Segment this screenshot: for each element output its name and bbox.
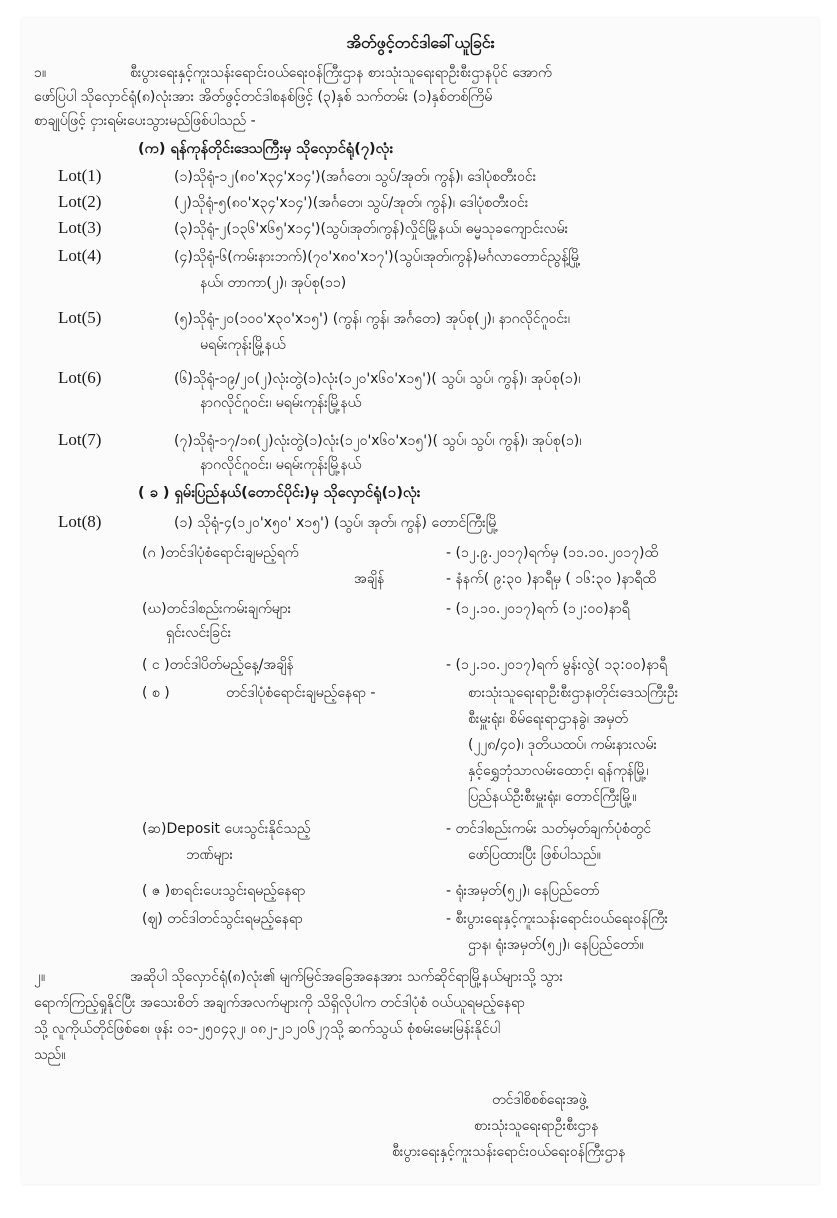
lot-label: Lot(8) — [58, 512, 102, 531]
para2-line4: သည်။ — [34, 1047, 66, 1063]
detail-label-submission: (ဈ) တင်ဒါတင်သွင်းရမည့်နေရာ — [142, 911, 303, 927]
lot-label: Lot(6) — [58, 368, 102, 387]
detail-value-sale-place: ပြည်နယ်ဦးစီးမှူးရုံး၊ တောင်ကြီးမြို့။ — [468, 789, 637, 805]
detail-value-time: - နံနက်( ၉:၃၀ )နာရီမှ ( ၁၆:၃၀ )နာရီထိ — [446, 571, 656, 587]
lot-description-cont: နာဂလိုင်ဂူဝင်း၊ မရမ်းကုန်းမြို့နယ် — [200, 395, 362, 411]
lot-description: (၃)သိုရုံ-၂(၁၃၆'x၆၅'x၁၄')(သွပ်၊အုတ်၊ကွန်)လှိုင်မြို့နယ်၊ ဓမ္မသုခကျောင်းလမ်း — [174, 221, 569, 237]
para1-number: ၁။ — [34, 65, 47, 81]
lot-description: (၆)သိုရုံ-၁၉/၂၀(၂)လုံးတွဲ(၁)လုံး(၁၂၀'x၆၀'x၁၅')( သွပ်၊ သွပ်၊ ကွန်)၊ အုပ်စု(၁)၊ — [174, 371, 581, 387]
detail-value-deposit: - တင်ဒါစည်းကမ်း သတ်မှတ်ချက်ပုံစံတွင် — [446, 821, 652, 837]
lot-label: Lot(2) — [58, 192, 102, 211]
detail-value-sale-place: စားသုံးသူရေးရာဦးစီးဌာန၊တိုင်းဒေသကြီးဦး — [468, 685, 679, 701]
signature-committee: တင်ဒါစိစစ်ရေးအဖွဲ့ — [492, 1092, 587, 1108]
detail-value-sale-place: နှင့်ရွှေဘုံသာလမ်းထောင့်၊ ရန်ကုန်မြို့၊ — [468, 763, 649, 779]
lot-description: (၇)သိုရုံ-၁၇/၁၈(၂)လုံးတွဲ(၁)လုံး(၁၂၀'x၆၀'x၁၅')( သွပ်၊ သွပ်၊ ကွန်)၊ အုပ်စု(၁)၊ — [174, 433, 582, 449]
para2-line3: သို့ လူကိုယ်တိုင်ဖြစ်စေ၊ ဖုန်း ၀၁-၂၅၀၄၃၂၊ ၀၈၂-၂၁၂၀၆၂၇သို့ ဆက်သွယ် စုံစမ်းမေးမြန်းနိုင်ပါ — [34, 1021, 500, 1037]
lot-label: Lot(3) — [58, 218, 102, 237]
para2-line1: အဆိုပါ သိုလှောင်ရုံ(၈)လုံး၏ မျက်မြင်အခြေအနေအား သက်ဆိုင်ရာမြို့နယ်များသို့ သွား — [130, 969, 563, 985]
detail-value-submission: ဌာန၊ ရုံးအမှတ်(၅၂)၊ နေပြည်တော်။ — [468, 937, 644, 953]
detail-value-clarification: - (၁၂.၁၀.၂၀၁၇)ရက် (၁၂:၀၀)နာရီ — [446, 601, 630, 617]
detail-label-deposit-cont: ဘဏ်များ — [186, 847, 234, 863]
detail-value-registration: - ရုံးအမှတ်(၅၂)၊ နေပြည်တော် — [446, 883, 600, 899]
signature-ministry: စီးပွားရေးနှင့်ကူးသန်းရောင်းဝယ်ရေးဝန်ကြီးဌာန — [392, 1144, 626, 1160]
detail-value-submission: - စီးပွားရေးနှင့်ကူးသန်းရောင်းဝယ်ရေးဝန်ကြီး — [446, 911, 669, 927]
lot-label: Lot(7) — [58, 430, 102, 449]
lot-description: (၅)သိုရုံ-၂၀(၁၀၀'x၃၀'x၁၅') (ကွန်၊ ကွန်၊ အင်္ဂတေ) အုပ်စု(၂)၊ နာဂလိုင်ဂူဝင်း၊ — [174, 311, 570, 327]
detail-value-deposit: ဖော်ပြထားပြီး ဖြစ်ပါသည်။ — [468, 847, 601, 863]
lot-description: (၁) သိုရုံ-၄(၁၂၀'x၅၀' x၁၅') (သွပ်၊ အုတ်၊ ကွန်) တောင်ကြီးမြို့ — [174, 515, 499, 531]
detail-label-time: အချိန် — [354, 571, 385, 587]
section-b-heading: ( ခ ) ရှမ်းပြည်နယ်(တောင်ပိုင်း)မှ သိုလှောင်ရုံ(၁)လုံး — [138, 485, 421, 501]
section-a-heading: (က) ရန်ကုန်တိုင်းဒေသကြီးမှ သိုလှောင်ရုံ(၇)လုံး — [138, 141, 393, 157]
para1-line2: ဖော်ပြပါ သိုလှောင်ရုံ(၈)လုံးအား အိတ်ဖွင့်တင်ဒါစနစ်ဖြင့် (၃)နှစ် သက်တမ်း (၁)နှစ်တစ်ကြိမ် — [34, 89, 493, 105]
detail-label-sale-place: တင်ဒါပုံစံရောင်းချမည့်နေရာ - — [226, 685, 376, 701]
para2-line2: ရောက်ကြည့်ရှုနိုင်ပြီး အသေးစိတ် အချက်အလက်များကို သိရှိလိုပါက တင်ဒါပုံစံ ဝယ်ယူရမည့်နေရာ — [34, 995, 525, 1011]
detail-label-sale-date: (ဂ )တင်ဒါပုံစံရောင်းချမည့်ရက် — [142, 545, 299, 561]
para1-line1: စီးပွားရေးနှင့်ကူးသန်းရောင်းဝယ်ရေးဝန်ကြီးဌာန စားသုံးသူရေးရာဦးစီးဌာနပိုင် အောက် — [130, 65, 552, 81]
lot-description-cont: နာဂလိုင်ဂူဝင်း၊ မရမ်းကုန်းမြို့နယ် — [200, 457, 362, 473]
detail-label-closing: ( င )တင်ဒါပိတ်မည့်နေ့/အချိန် — [142, 657, 294, 673]
lot-description: (၁)သိုရုံ-၁၂(၈၀'x၃၄'x၁၄')(အင်္ဂတေ၊ သွပ်/အုတ်၊ ကွန်)၊ ဒေါပုံစတီးဝင်း — [174, 169, 537, 185]
detail-label-registration: ( ဇ )စာရင်းပေးသွင်းရမည့်နေရာ — [142, 883, 306, 899]
detail-label-sale-place-num: ( စ ) — [142, 685, 170, 701]
para1-line3: စာချုပ်ဖြင့် ငှားရမ်းပေးသွားမည်ဖြစ်ပါသည် - — [34, 113, 256, 129]
detail-value-sale-place: (၂၂၈/၄၀)၊ ဒုတိယထပ်၊ ကမ်းနားလမ်း — [468, 737, 657, 753]
lot-description-cont: မရမ်းကုန်းမြို့နယ် — [200, 337, 286, 353]
lot-label: Lot(4) — [58, 246, 102, 265]
signature-department: စားသုံးသူရေးရာဦးစီးဌာန — [474, 1118, 599, 1134]
tender-notice-page — [22, 18, 819, 1184]
lot-label: Lot(5) — [58, 308, 102, 327]
lot-label: Lot(1) — [58, 166, 102, 185]
lot-description: (၂)သိုရုံ-၅(၈၀'x၃၄'x၁၄')(အင်္ဂတေ၊ သွပ်/အုတ်၊ ကွန်)၊ ဒေါပုံစတီးဝင်း — [174, 195, 529, 211]
detail-label-clarification-cont: ရှင်းလင်းခြင်း — [166, 625, 232, 641]
lot-description-cont: နယ်၊ တာကာ(၂)၊ အုပ်စု(၁၁) — [200, 275, 347, 291]
para2-number: ၂။ — [34, 969, 46, 985]
detail-value-sale-date: - (၁၂.၉.၂၀၁၇)ရက်မှ (၁၁.၁၀.၂၀၁၇)ထိ — [446, 545, 659, 561]
detail-value-closing: - (၁၂.၁၀.၂၀၁၇)ရက် မွန်းလွဲ( ၁၃:၀၀)နာရီ — [446, 657, 668, 673]
lot-description: (၄)သိုရုံ-၆(ကမ်းနားဘက်)(၇၀'x၈၀'x၁၇')(သွပ်၊အုတ်၊ကွန်)မင်္ဂလာတောင်ညွန့်မြို့ — [174, 249, 581, 265]
detail-value-sale-place: စီးမှူးရုံး၊ စိမ်ရေးရာဌာနခွဲ၊ အမှတ် — [468, 711, 628, 727]
notice-title: အိတ်ဖွင့်တင်ဒါခေါ်ယူခြင်း — [346, 33, 495, 52]
detail-label-clarification: (ဃ)တင်ဒါစည်းကမ်းချက်များ — [142, 601, 292, 617]
detail-label-deposit: (ဆ)Deposit ပေးသွင်းနိုင်သည့် — [142, 821, 311, 837]
